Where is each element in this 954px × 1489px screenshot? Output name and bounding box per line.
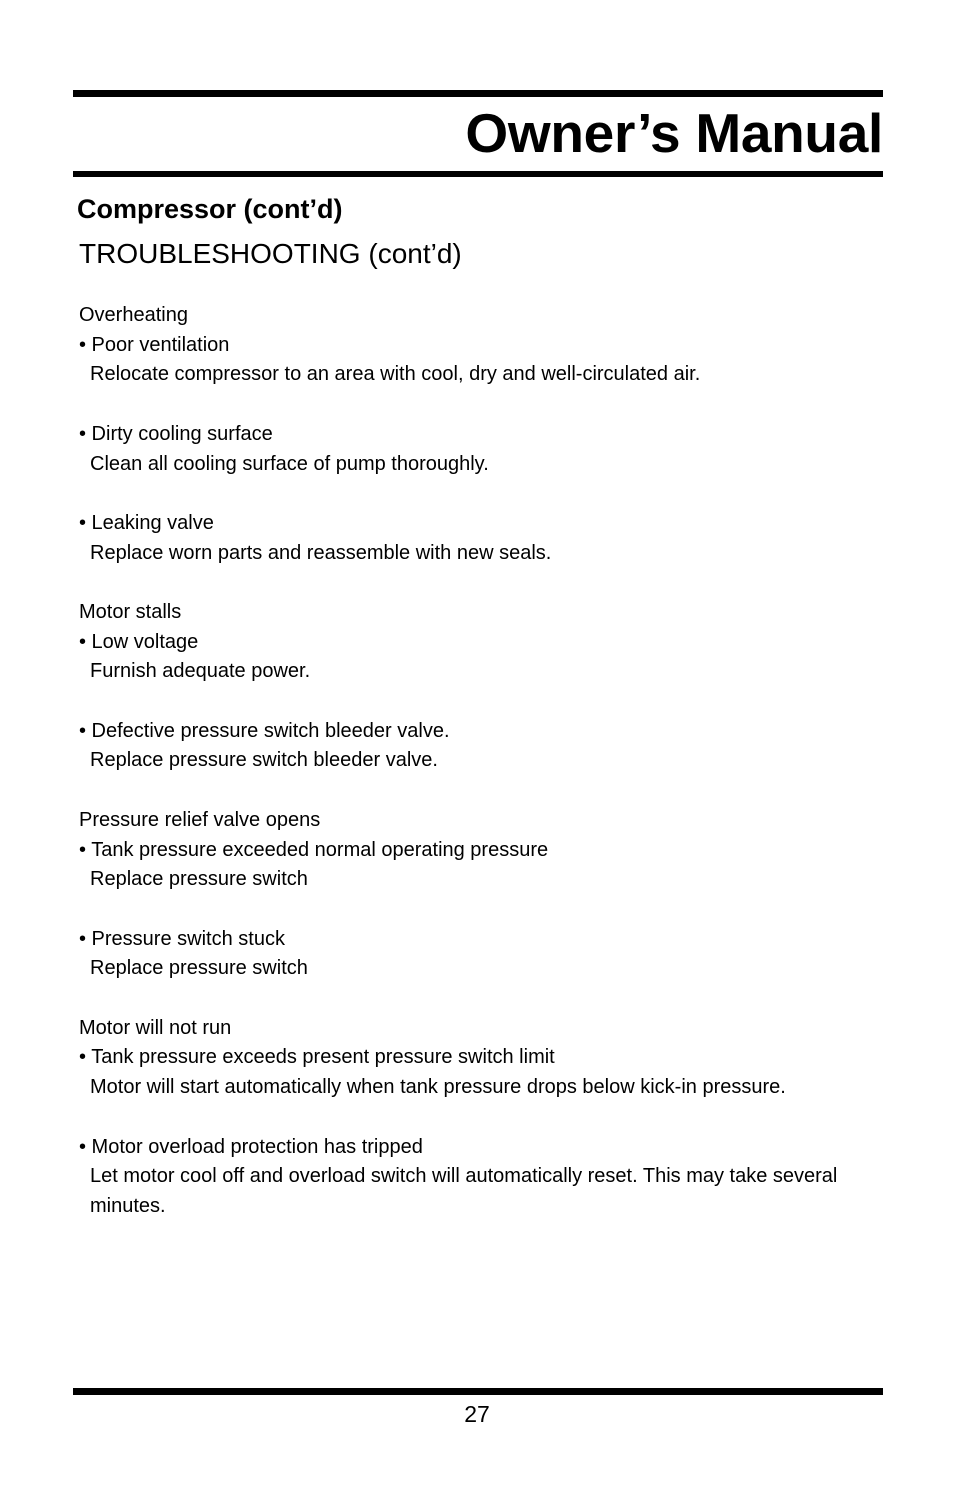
troubleshooting-item [79, 1133, 889, 1222]
group-heading: Pressure relief valve opens [79, 808, 321, 831]
cause-text: • Low voltage [79, 630, 199, 653]
cause-text: • Motor overload protection has tripped [79, 1135, 423, 1158]
troubleshooting-item [79, 420, 889, 479]
troubleshooting-content [79, 301, 889, 1251]
troubleshooting-group-overheating [79, 301, 889, 568]
cause-text: • Defective pressure switch bleeder valve. [79, 719, 450, 742]
cause-text: • Leaking valve [79, 511, 214, 534]
group-heading: Motor stalls [79, 600, 182, 623]
remedy-text: Furnish adequate power. [90, 660, 311, 683]
group-heading: Motor will not run [79, 1016, 232, 1039]
header-top-rule [73, 90, 883, 97]
page-number: 27 [464, 1401, 490, 1427]
remedy-text: Motor will start automatically when tank pressure drops below kick-in pressure. [90, 1076, 786, 1099]
cause-text: • Poor ventilation [79, 333, 230, 356]
troubleshooting-item [79, 509, 889, 568]
group-heading: Overheating [79, 304, 188, 326]
troubleshooting-group-motor-will-not-run [79, 1014, 889, 1222]
remedy-text: Relocate compressor to an area with cool, dry and well-circulated air. [90, 363, 701, 386]
troubleshooting-item [79, 628, 889, 687]
troubleshooting-item [79, 1043, 889, 1102]
troubleshooting-item [79, 331, 889, 390]
cause-text: • Tank pressure exceeded normal operating pressure [79, 838, 549, 861]
troubleshooting-group-pressure-relief [79, 806, 889, 984]
remedy-text: Replace pressure switch bleeder valve. [90, 749, 438, 772]
footer-rule [73, 1388, 883, 1395]
section-title: Compressor (cont’d) [77, 194, 343, 224]
troubleshooting-item [79, 925, 889, 984]
cause-text: • Dirty cooling surface [79, 422, 273, 445]
remedy-text: Let motor cool off and overload switch will automatically reset. This may take several minutes. [90, 1165, 838, 1217]
troubleshooting-item [79, 717, 889, 776]
cause-text: • Pressure switch stuck [79, 927, 285, 950]
remedy-text: Clean all cooling surface of pump thoroughly. [90, 452, 489, 475]
page-title: Owner’s Manual [465, 102, 883, 164]
section-subtitle: TROUBLESHOOTING (cont’d) [79, 238, 462, 269]
troubleshooting-group-motor-stalls [79, 598, 889, 776]
remedy-text: Replace pressure switch [90, 957, 308, 980]
troubleshooting-item [79, 836, 889, 895]
remedy-text: Replace worn parts and reassemble with new seals. [90, 541, 552, 564]
cause-text: • Tank pressure exceeds present pressure switch limit [79, 1046, 555, 1069]
remedy-text: Replace pressure switch [90, 868, 308, 891]
header-bottom-rule [73, 171, 883, 177]
